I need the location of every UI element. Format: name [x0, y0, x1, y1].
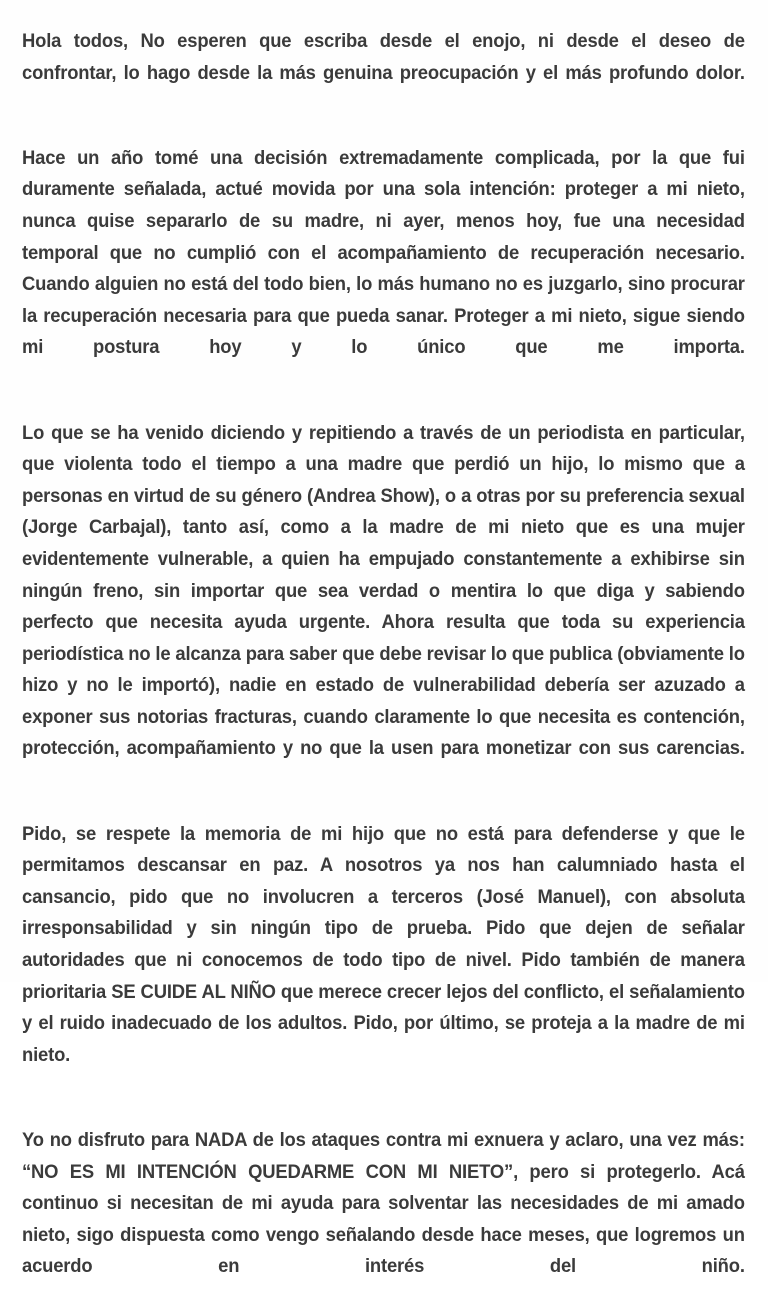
paragraph-3-text: Lo que se ha venido diciendo y repitiendo a través de un periodista en particular, que violenta todo el tiempo a una madre que perdió un hijo, lo mismo que a personas en virtud de su género (Andrea Show), o a otras por su preferencia sexual (Jorge Carbajal), tanto así, como a la madre de mi nieto que es una mujer evidentemente vulnerable, a quien ha empujado constantemente a exhibirse sin ningún freno, sin importar que sea verdad o mentira lo que diga y sabiendo perfecto que necesita ayuda urgente. Ahora resulta que toda su experiencia periodística no le alcanza para saber que debe revisar lo que publica (obviamente lo hizo y no le importó), nadie en estado de vulnerabilidad debería ser azuzado a exponer sus notorias fracturas, cuando claramente lo que necesita es contención, protección, acompañamiento y no que la usen para monetizar con sus carencias. [22, 422, 745, 760]
paragraph-5-text: Yo no disfruto para NADA de los ataques contra mi exnuera y aclaro, una vez más: “NO ES MI INTENCIÓN QUEDARME CON MI NIETO”, pero si protegerlo. Acá continuo si necesitan de mi ayuda para solventar las necesidades de mi amado nieto, sigo dispuesta como vengo señalando desde hace meses, que logremos un acuerdo en interés del niño. [22, 1130, 745, 1278]
paragraph-1 [22, 26, 745, 121]
paragraph-4 [22, 819, 745, 1103]
paragraph-2 [22, 143, 745, 396]
paragraph-5 [22, 1125, 745, 1315]
paragraph-1-text: Hola todos, No esperen que escriba desde el enojo, ni desde el deseo de confrontar, lo hago desde la más genuina preocupación y el más profundo dolor. [22, 31, 745, 84]
paragraph-3 [22, 418, 745, 797]
paragraph-2-text: Hace un año tomé una decisión extremadamente complicada, por la que fui duramente señalada, actué movida por una sola intención: proteger a mi nieto, nunca quise separarlo de su madre, ni ayer, menos hoy, fue una necesidad temporal que no cumplió con el acompañamiento de recuperación necesario. Cuando alguien no está del todo bien, lo más humano no es juzgarlo, sino procurar la recuperación necesaria para que pueda sanar. Proteger a mi nieto, sigue siendo mi postura hoy y lo único que me importa. [22, 147, 745, 359]
paragraph-4-text: Pido, se respete la memoria de mi hijo que no está para defenderse y que le permitamos descansar en paz. A nosotros ya nos han calumniado hasta el cansancio, pido que no involucren a terceros (José Manuel), con absoluta irresponsabilidad y sin ningún tipo de prueba. Pido que dejen de señalar autoridades que ni conocemos de todo tipo de nivel. Pido también de manera prioritaria SE CUIDE AL NIÑO que merece crecer lejos del conflicto, el señalamiento y el ruido inadecuado de los adultos. Pido, por último, se proteja a la madre de mi nieto. [22, 823, 745, 1066]
letter-text-body [22, 26, 745, 1315]
